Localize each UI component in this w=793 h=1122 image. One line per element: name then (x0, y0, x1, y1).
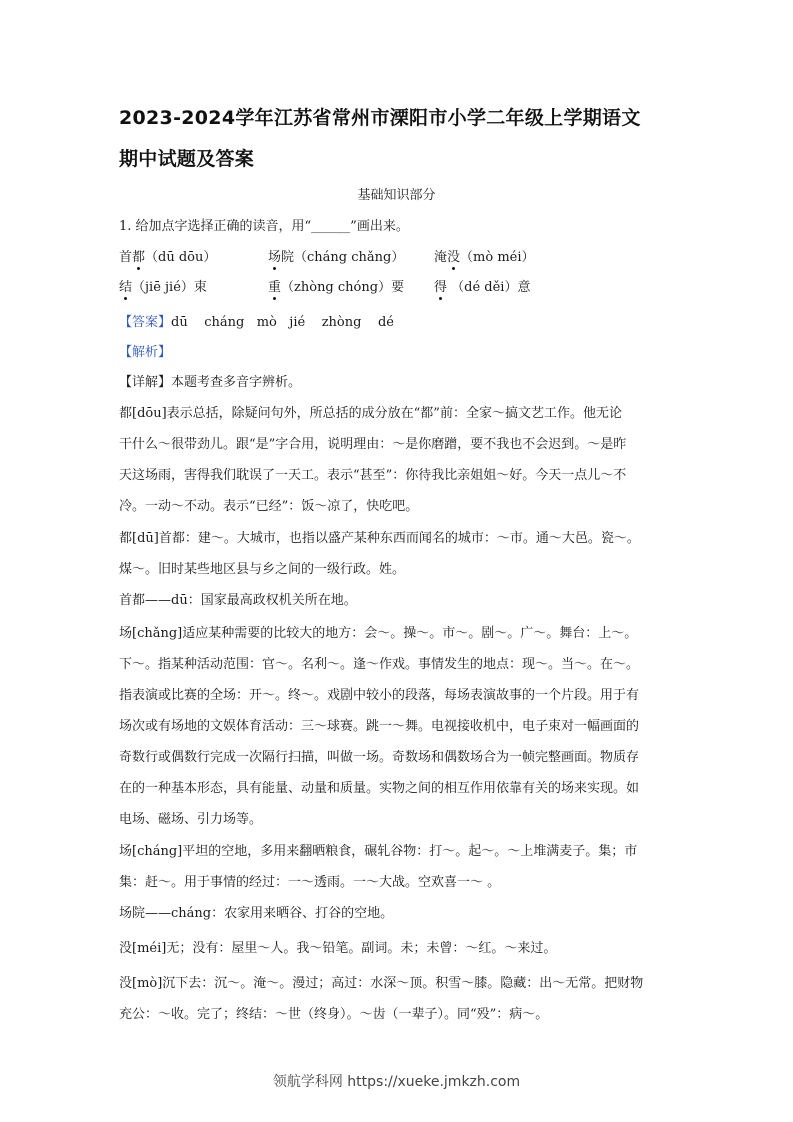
paragraph-line: 指表演或比赛的全场：开～。终～。戏剧中较小的段落，每场表演故事的一个片段。用于有 (119, 688, 640, 703)
document-title-line-1: 2023-2024学年江苏省常州市溧阳市小学二年级上学期语文 (119, 107, 641, 129)
paragraph-line: 干什么～很带劲儿。跟“是”字合用，说明理由：～是你磨蹭，要不我也不会迟到。～是昨 (119, 437, 627, 452)
item-pinyin: （dé děi）意 (447, 280, 531, 295)
answer-tag: 【答案】 (119, 315, 172, 330)
paragraph-line: 没[mò]沉下去：沉～。淹～。漫过；高过：水深～顶。积雪～膝。隐藏：出～无常。把财物 (119, 976, 644, 991)
paragraph-line: 场[chǎng]适应某种需要的比较大的地方：会～。操～。市～。剧～。广～。舞台：上～。 (119, 626, 638, 641)
paragraph-line: 场院——cháng：农家用来晒谷、打谷的空地。 (119, 906, 394, 921)
document-title-line-2: 期中试题及答案 (119, 148, 255, 170)
paragraph-line: 都[dōu]表示总括，除疑问句外，所总括的成分放在“都”前：全家～搞文艺工作。他无论 (119, 406, 622, 421)
paragraph-line: 集：赶～。用于事情的经过：一～透雨。一～大战。空欢喜一～ 。 (119, 875, 501, 890)
item-text: 首 (119, 250, 133, 265)
question-item-2 (268, 249, 404, 267)
question-item-1 (119, 249, 216, 267)
paragraph-line: 都[dū]首都：建～。大城市，也指以盛产某种东西而闻名的城市：～市。通～大邑。瓷～。 (119, 531, 640, 546)
dotted-char: 重 (268, 280, 282, 295)
paragraph-line: 场[cháng]平坦的空地，多用来翻晒粮食，碾轧谷物：打～。起～。～上堆满麦子。集；市 (119, 844, 638, 859)
paragraph-line: 冷。一动～不动。表示“已经”：饭～凉了，快吃吧。 (119, 499, 419, 514)
item-pinyin: （mò méi） (460, 250, 535, 265)
detail-tag: 【详解】 (119, 375, 172, 390)
analysis-tag: 【解析】 (119, 345, 172, 360)
question-item-4 (119, 279, 207, 297)
detail-line (119, 374, 301, 392)
dotted-char: 都 (132, 250, 146, 265)
item-text: 淹 (434, 250, 448, 265)
dotted-char: 得 (434, 280, 448, 295)
paragraph-line: 电场、磁场、引力场等。 (119, 812, 263, 827)
answer-line (119, 314, 394, 332)
paragraph-line: 充公：～收。完了；终结：～世（终身）。～齿（一辈子）。同“殁”：病～。 (119, 1007, 549, 1022)
paragraph-line: 首都——dū：国家最高政权机关所在地。 (119, 593, 357, 608)
question-item-3 (434, 249, 535, 267)
item-pinyin: （jiē jié）束 (132, 280, 207, 295)
dotted-char: 结 (119, 280, 133, 295)
item-pinyin: （zhòng chóng）要 (281, 280, 405, 295)
item-text: 院 (281, 250, 295, 265)
answer-text: dū cháng mò jié zhòng dé (171, 315, 394, 330)
question-item-6 (434, 279, 530, 297)
question-item-5 (268, 279, 404, 297)
footer-watermark: 领航学科网 https://xueke.jmkzh.com (272, 1074, 521, 1090)
question-stem: 1. 给加点字选择正确的读音，用“______”画出来。 (119, 219, 409, 234)
paragraph-line: 没[méi]无；没有：屋里～人。我～铅笔。副词。未；未曾：～红。～来过。 (119, 941, 557, 956)
dotted-char: 场 (268, 250, 282, 265)
item-pinyin: （dū dōu） (145, 250, 217, 265)
paragraph-line: 奇数行或偶数行完成一次隔行扫描，叫做一场。奇数场和偶数场合为一帧完整画面。物质存 (119, 750, 640, 765)
paragraph-line: 场次或有场地的文娱体育活动：三～球赛。跳一～舞。电视接收机中，电子束对一幅画面的 (119, 719, 640, 734)
paragraph-line: 煤～。旧时某些地区县与乡之间的一级行政。姓。 (119, 562, 406, 577)
section-title: 基础知识部分 (357, 188, 436, 203)
paragraph-line: 下～。指某种活动范围：官～。名利～。逢～作戏。事情发生的地点：现～。当～。在～。 (119, 657, 640, 672)
paragraph-line: 在的一种基本形态，具有能量、动量和质量。实物之间的相互作用依靠有关的场来实现。如 (119, 781, 640, 796)
item-pinyin: （cháng chǎng） (294, 250, 405, 265)
detail-text: 本题考查多音字辨析。 (171, 375, 302, 390)
paragraph-line: 天这场雨，害得我们耽误了一天工。表示“甚至”：你待我比亲姐姐～好。今天一点儿～不 (119, 468, 627, 483)
dotted-char: 没 (447, 250, 461, 265)
